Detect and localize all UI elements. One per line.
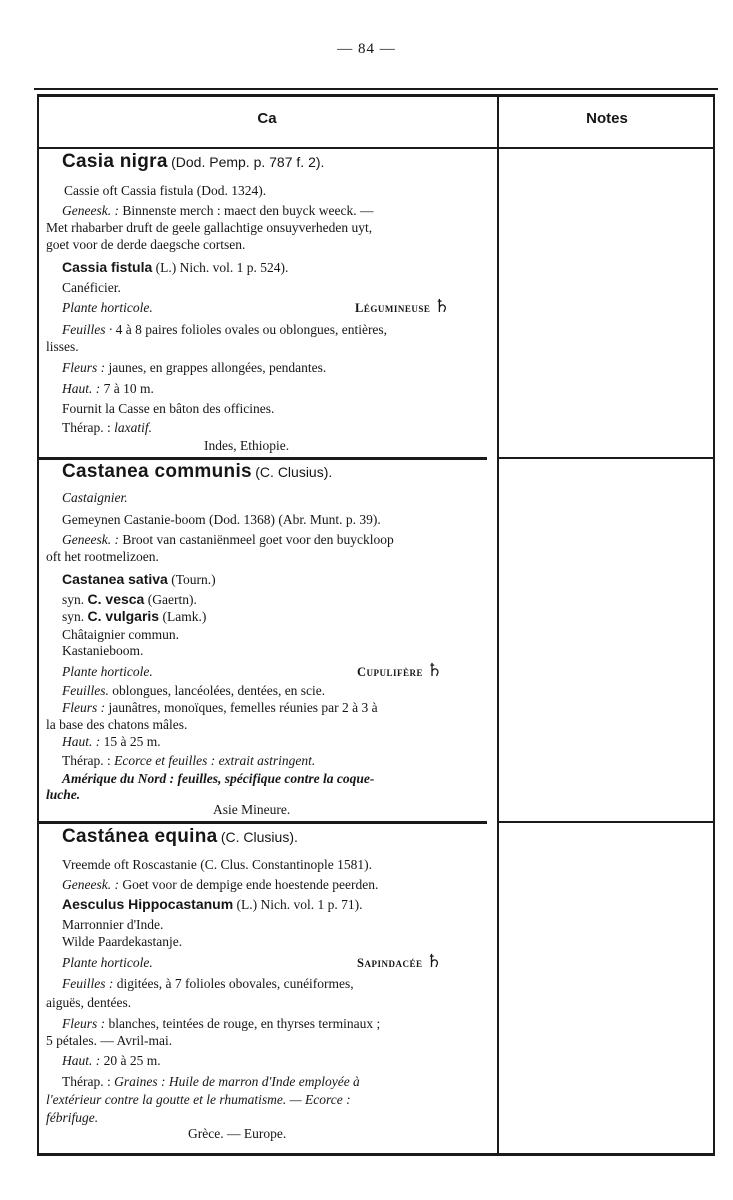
family-name: Cupulifère: [357, 665, 424, 679]
italic-label: Fleurs :: [62, 700, 106, 715]
text-line: [62, 591, 197, 608]
italic-label: Haut. :: [62, 734, 101, 749]
text-span: (Lamk.): [162, 609, 207, 624]
text-line: [62, 203, 374, 219]
family-label: [357, 662, 443, 680]
text-line: Castaignier.: [62, 490, 128, 505]
entry-rule: [37, 457, 487, 460]
text-span: jaunâtres, monoïques, femelles réunies par 2 à 3 à: [108, 700, 378, 715]
bold-name: C. vulgaris: [87, 608, 160, 624]
saturn-symbol-icon: ♄: [433, 296, 450, 316]
text-line: l'extérieur contre la goutte et le rhumatisme. — Ecorce :: [46, 1092, 351, 1107]
text-line: fébrifuge.: [46, 1110, 99, 1125]
notes-rule: [497, 457, 715, 459]
text-line: Cassie oft Cassia fistula (Dod. 1324).: [64, 183, 267, 198]
text-line: la base des chatons mâles.: [46, 717, 188, 732]
saturn-symbol-icon: ♄: [425, 951, 442, 971]
text-line: [62, 1074, 360, 1090]
text-line: [62, 753, 315, 769]
text-span: 15 à 25 m.: [103, 734, 161, 749]
entry-title-line: [62, 151, 325, 172]
family-label: [357, 953, 442, 971]
text-span: 7 à 10 m.: [103, 381, 154, 396]
text-span: blanches, teintées de rouge, en thyrses terminaux ;: [108, 1016, 381, 1031]
text-span: Thérap. :: [62, 753, 111, 768]
italic-label: Graines : Huile de marron d'Inde employée à: [114, 1074, 360, 1089]
text-line: [62, 896, 363, 913]
italic-label: Fleurs :: [62, 1016, 106, 1031]
italic-label: laxatif.: [114, 420, 152, 435]
entry-title: Casia nigra: [62, 151, 168, 172]
text-line: goet voor de derde daegsche cortsen.: [46, 237, 246, 252]
header-rule: [37, 147, 715, 149]
text-span: Broot van castaniënmeel goet voor den buyckloop: [122, 532, 394, 547]
text-line: [62, 1016, 380, 1032]
text-line: [62, 877, 378, 893]
column-header-notes: Notes: [586, 110, 628, 127]
text-line: Plante horticole.: [62, 955, 153, 970]
family-name: Légumineuse: [355, 301, 431, 315]
text-line: [62, 734, 161, 750]
text-span: Thérap. :: [62, 1074, 111, 1089]
bold-name: Aesculus Hippocastanum: [62, 896, 234, 912]
text-line: Fournit la Casse en bâton des officines.: [62, 401, 275, 416]
text-span: (L.) Nich. vol. 1 p. 71).: [236, 897, 363, 912]
page-number: — 84 —: [337, 41, 396, 57]
text-line: 5 pétales. — Avril-mai.: [46, 1033, 173, 1048]
text-line: Vreemde oft Roscastanie (C. Clus. Constantinople 1581).: [62, 857, 373, 872]
italic-label: Feuilles :: [62, 976, 114, 991]
italic-label: Feuilles ·: [62, 322, 113, 337]
text-span: Thérap. :: [62, 420, 111, 435]
text-span: 20 à 25 m.: [103, 1053, 161, 1068]
italic-label: Geneesk. :: [62, 203, 119, 218]
bold-name: Castanea sativa: [62, 571, 168, 587]
saturn-symbol-icon: ♄: [426, 660, 443, 680]
italic-label: Haut. :: [62, 381, 101, 396]
text-line: [62, 683, 325, 699]
text-line: Marronnier d'Inde.: [62, 917, 164, 932]
text-line: aiguës, dentées.: [46, 995, 132, 1010]
bold-name: C. vesca: [87, 591, 145, 607]
text-span: Goet voor de dempige ende hoestende peerden.: [122, 877, 379, 892]
italic-label: Feuilles.: [62, 683, 109, 698]
text-line: Plante horticole.: [62, 300, 153, 315]
italic-label: Fleurs :: [62, 360, 106, 375]
text-line: [62, 322, 387, 338]
column-header-ca: Ca: [257, 110, 277, 127]
text-line: Wilde Paardekastanje.: [62, 934, 183, 949]
entry-title: Castánea equina: [62, 826, 218, 847]
text-line: Kastanieboom.: [62, 643, 144, 658]
text-line: oft het rootmelizoen.: [46, 549, 159, 564]
entry-title-line: [62, 826, 298, 847]
text-line: [62, 420, 152, 436]
region-line: Indes, Ethiopie.: [204, 438, 290, 453]
column-divider: [497, 94, 499, 1156]
text-line: Met rhabarber druft de geele gallachtige onsuyverheden uyt,: [46, 220, 373, 235]
text-line: [62, 571, 216, 588]
family-name: Sapindacée: [357, 956, 423, 970]
text-span: Binnenste merch : maect den buyck weeck. —: [122, 203, 374, 218]
text-line: [62, 381, 154, 397]
italic-label: Geneesk. :: [62, 532, 119, 547]
italic-label: Haut. :: [62, 1053, 101, 1068]
text-line: Canéficier.: [62, 280, 121, 295]
bold-name: Cassia fistula: [62, 259, 153, 275]
entry-title: Castanea communis: [62, 461, 252, 482]
text-line: [62, 976, 354, 992]
text-line: lisses.: [46, 339, 79, 354]
family-label: [355, 298, 450, 316]
entry-title-line: [62, 461, 333, 482]
table-frame: [37, 94, 715, 1156]
region-line: Asie Mineure.: [213, 802, 291, 817]
text-line: [62, 532, 394, 548]
notes-rule: [497, 821, 715, 823]
entry-reference: (C. Clusius).: [255, 464, 333, 480]
text-span: 4 à 8 paires folioles ovales ou oblongues, entières,: [115, 322, 388, 337]
entry-rule: [37, 821, 487, 824]
text-line: Plante horticole.: [62, 664, 153, 679]
text-span: digitées, à 7 folioles obovales, cunéiformes,: [116, 976, 354, 991]
text-span: jaunes, en grappes allongées, pendantes.: [108, 360, 327, 375]
entry-reference: (C. Clusius).: [220, 829, 298, 845]
text-line: [62, 360, 326, 376]
text-span: syn.: [62, 592, 85, 607]
italic-label: Geneesk. :: [62, 877, 119, 892]
text-span: (L.) Nich. vol. 1 p. 524).: [155, 260, 289, 275]
text-span: (Gaertn).: [147, 592, 197, 607]
text-line: [62, 700, 378, 716]
text-line: Châtaignier commun.: [62, 627, 179, 642]
region-line: Grèce. — Europe.: [188, 1126, 287, 1141]
text-line: luche.: [46, 787, 81, 802]
entry-reference: (Dod. Pemp. p. 787 f. 2).: [171, 154, 325, 170]
text-span: (Tourn.): [171, 572, 216, 587]
italic-label: Ecorce et feuilles : extrait astringent.: [114, 753, 316, 768]
text-span: syn.: [62, 609, 85, 624]
text-line: Gemeynen Castanie-boom (Dod. 1368) (Abr. Munt. p. 39).: [62, 512, 381, 527]
text-line: Amérique du Nord : feuilles, spécifique contre la coque-: [62, 771, 375, 786]
text-line: [62, 259, 288, 276]
text-span: oblongues, lancéolées, dentées, en scie.: [112, 683, 326, 698]
text-line: [62, 1053, 161, 1069]
text-line: [62, 608, 206, 625]
